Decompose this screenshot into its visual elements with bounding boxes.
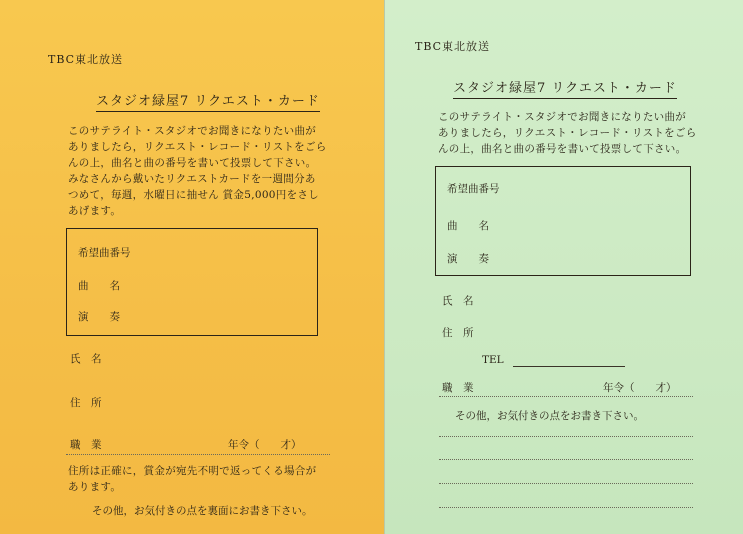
song-number-label: 希望曲番号 bbox=[78, 247, 131, 259]
station-name: TBC東北放送 bbox=[415, 40, 491, 53]
intro-text bbox=[438, 109, 738, 157]
song-request-box bbox=[66, 228, 318, 336]
occupation-line bbox=[66, 454, 330, 455]
comments-label: その他，お気付きの点をお書き下さい。 bbox=[455, 410, 644, 422]
comment-line bbox=[439, 436, 693, 437]
note-line: あります。 bbox=[68, 481, 122, 493]
card-title: スタジオ緑屋7 リクエスト・カード bbox=[96, 90, 320, 112]
comment-line bbox=[439, 483, 693, 484]
request-card-green bbox=[384, 0, 743, 534]
intro-line: つめて，毎週，水曜日に抽せん 賞金5,000円をさし bbox=[68, 189, 319, 201]
performer-label: 演 奏 bbox=[78, 311, 120, 323]
performer-label: 演 奏 bbox=[447, 253, 489, 265]
intro-line: んの上，曲名と曲の番号を書いて投票して下さい。 bbox=[68, 157, 317, 169]
song-number-label: 希望曲番号 bbox=[447, 183, 500, 195]
station-name: TBC東北放送 bbox=[48, 53, 124, 66]
footer-note: その他，お気付きの点を裏面にお書き下さい。 bbox=[92, 505, 313, 517]
tel-line bbox=[513, 366, 625, 367]
note-line: 住所は正確に，賞金が宛先不明で返ってくる場合が bbox=[68, 465, 317, 477]
intro-line: ありましたら，リクエスト・レコード・リストをごら bbox=[438, 127, 697, 139]
name-label: 氏 名 bbox=[442, 295, 474, 307]
intro-text bbox=[68, 123, 368, 219]
song-title-label: 曲 名 bbox=[447, 220, 489, 232]
name-label: 氏 名 bbox=[70, 353, 102, 365]
card-title: スタジオ緑屋7 リクエスト・カード bbox=[453, 77, 677, 99]
intro-line: あげます。 bbox=[68, 205, 122, 217]
tel-label: TEL bbox=[482, 354, 504, 366]
note-text bbox=[68, 463, 368, 495]
occupation-line bbox=[439, 396, 693, 397]
occupation-label: 職 業 bbox=[70, 439, 102, 451]
comment-line bbox=[439, 459, 693, 460]
song-title-label: 曲 名 bbox=[78, 280, 120, 292]
age-label: 年令（ 才） bbox=[603, 382, 677, 394]
age-label: 年令（ 才） bbox=[228, 439, 302, 451]
song-request-box bbox=[435, 166, 691, 276]
intro-line: んの上，曲名と曲の番号を書いて投票して下さい。 bbox=[438, 143, 687, 155]
address-label: 住 所 bbox=[442, 327, 474, 339]
occupation-label: 職 業 bbox=[442, 382, 474, 394]
intro-line: みなさんから戴いたリクエストカードを一週間分あ bbox=[68, 173, 316, 185]
address-label: 住 所 bbox=[70, 397, 102, 409]
comment-line bbox=[439, 507, 693, 508]
intro-line: ありましたら，リクエスト・レコード・リストをごら bbox=[68, 141, 327, 153]
intro-line: このサテライト・スタジオでお聞きになりたい曲が bbox=[68, 125, 317, 137]
intro-line: このサテライト・スタジオでお聞きになりたい曲が bbox=[438, 111, 687, 123]
